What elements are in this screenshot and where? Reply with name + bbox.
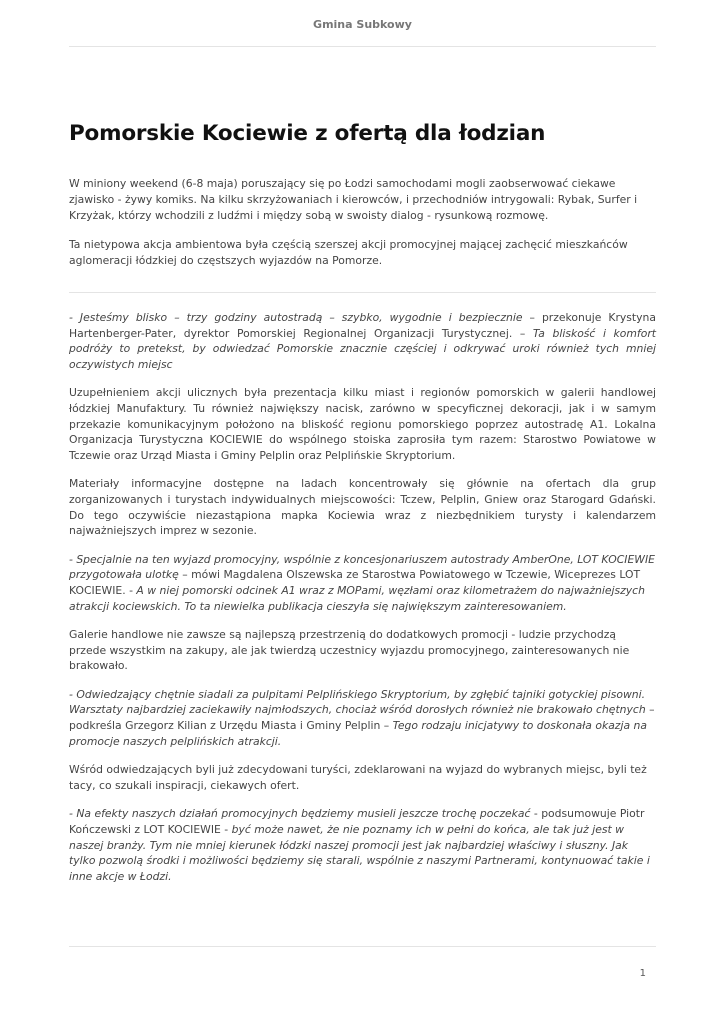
quote: - Odwiedzający chętnie siadali za pulpitami Pelplińskiego Skryptorium, by zgłębić tajniki gotyckiej pisowni. Warsztaty najbardziej zaciekawiły najmłodszych, chociaż wśród dorosłych również nie brakowało chętnych (69, 687, 646, 717)
quote: - Jesteśmy blisko – trzy godziny autostradą – szybko, wygodnie i bezpiecznie (69, 311, 523, 324)
page-number: 1 (639, 968, 646, 979)
article-lead (69, 176, 656, 282)
quote: Tego rodzaju inicjatywy to doskonała okazja na promocje naszych pelplińskich atrakcji. (69, 719, 647, 748)
body-paragraph (69, 687, 656, 749)
quote: być może nawet, że nie poznamy ich w pełni do końca, ale tak już jest w naszej branży. Tym nie mniej kierunek łódzki naszej promocji jest jak najbardziej właściwy i słuszny. Jak tylko pozwolą środki i możliwości będziemy się starali, wspólnie z naszymi Partnerami, kontynuować takie i inne akcje w Łodzi. (69, 823, 650, 883)
body-paragraph (69, 310, 656, 372)
article-body (69, 310, 656, 897)
paragraph-text: – podkreśla Grzegorz Kilian z Urzędu Miasta i Gminy Pelplin – (69, 703, 655, 733)
quote: A w niej pomorski odcinek A1 wraz z MOPami, węzłami oraz kilometrażem do najważniejszych atrakcji kociewskich. To ta niewielka publikacja cieszyła się największym zainteresowaniem. (69, 583, 645, 613)
body-paragraph: Galerie handlowe nie zawsze są najlepszą przestrzenią do dodatkowych promocji - ludzie przychodzą przede wszystkim na zakupy, ale jak twierdzą uczestnicy wyjazdu promocyjnego, zainteresowanych nie brakowało. (69, 628, 630, 673)
footer-divider (69, 946, 656, 947)
site-name: Gmina Subkowy (313, 18, 412, 31)
paragraph-text: - podsumowuje Piotr Kończewski z LOT KOCIEWIE - (69, 807, 645, 837)
paragraph-text: – mówi Magdalena Olszewska ze Starostwa Powiatowego w Tczewie, Wiceprezes LOT KOCIEWIE. - (69, 568, 641, 597)
body-paragraph: Uzupełnieniem akcji ulicznych była prezentacja kilku miast i regionów pomorskich w galerii handlowej łódzkiej Manufaktury. Tu również największy nacisk, zarówno w specyficznej dekoracji, jak i w samym przekazie komunikacyjnym położono na bliskość regionu pomorskiego poprzez autostradę A1. Lokalna Organizacja Turystyczna KOCIEWIE do wspólnego stoiska zaprosiła tym razem: Starostwo Powiatowe w Tczewie oraz Urząd Miasta i Gminy Pelplin oraz Pelplińskie Skryptorium. (69, 386, 656, 462)
quote: - Na efekty naszych działań promocyjnych będziemy musieli jeszcze trochę poczekać (69, 807, 531, 821)
paragraph-text: – przekonuje Krystyna Hartenberger-Pater, dyrektor Pomorskiej Regionalnej Organizacji Turystycznej. – (69, 311, 657, 340)
body-paragraph (69, 552, 656, 614)
body-paragraph: Materiały informacyjne dostępne na ladach koncentrowały się głównie na ofertach dla grup zorganizowanych i turystach indywidualnych miejscowości: Tczew, Pelplin, Gniew oraz Starogard Gdański. Do tego oczywiście niezastąpiona mapka Kociewia wraz z niezbędnikiem turysty i kalendarzem najważniejszych imprez w sezonie. (69, 477, 656, 538)
lead-paragraph: W miniony weekend (6-8 maja) poruszający się po Łodzi samochodami mogli zaobserwować ciekawe zjawisko - żywy komiks. Na kilku skrzyżowaniach i kierowców, i przechodniów intrygowali: Rybak, Surfer i Krzyżak, którzy wchodzili z ludźmi i między sobą w swoisty dialog - rysunkową rozmowę. (69, 177, 638, 222)
body-paragraph (69, 806, 656, 884)
header-divider (69, 46, 656, 47)
article-title: Pomorskie Kociewie z ofertą dla łodzian (69, 121, 546, 146)
lead-divider (69, 292, 656, 293)
quote: - Specjalnie na ten wyjazd promocyjny, wspólnie z koncesjonariuszem autostrady AmberOne, LOT KOCIEWIE przygotowała ulotkę (69, 552, 655, 582)
quote: Ta bliskość i komfort podróży to pretekst, by odwiedzać Pomorskie znacznie częściej i odkrywać uroki również tych mniej oczywistych miejsc (69, 326, 656, 371)
body-paragraph: Wśród odwiedzających byli już zdecydowani turyści, zdeklarowani na wyjazd do wybranych miejsc, byli też tacy, co szukali inspiracji, ciekawych ofert. (69, 763, 647, 792)
lead-paragraph: Ta nietypowa akcja ambientowa była częścią szerszej akcji promocyjnej mającej zachęcić mieszkańców aglomeracji łódzkiej do częstszych wyjazdów na Pomorze. (69, 238, 628, 267)
